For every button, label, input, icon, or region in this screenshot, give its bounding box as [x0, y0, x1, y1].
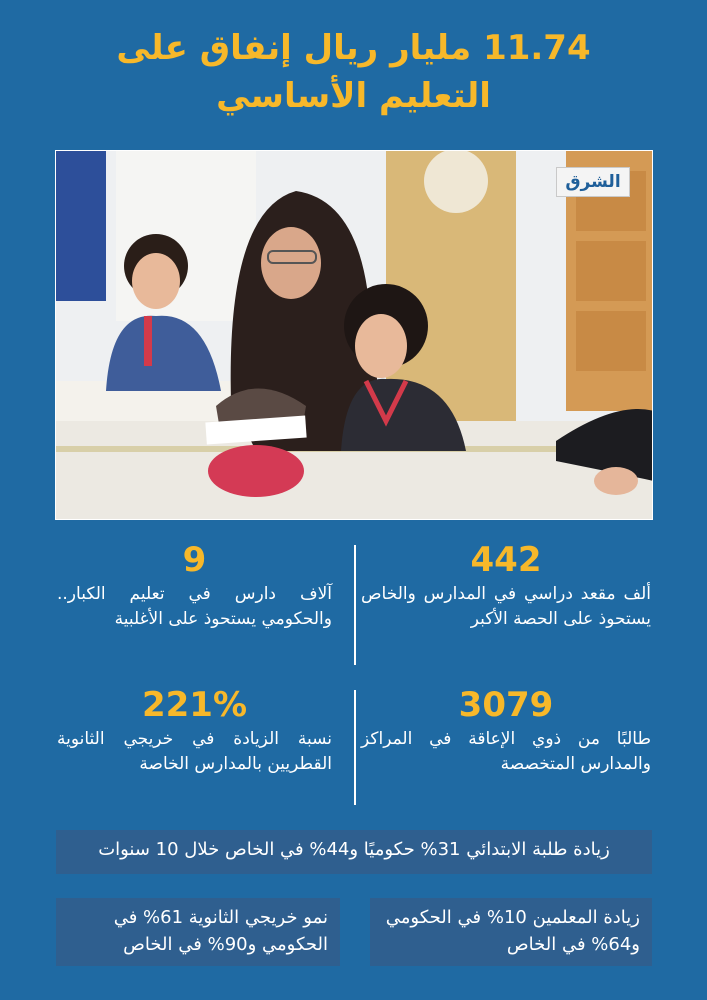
stat-seats-text: ألف مقعد دراسي في المدارس والخاص يستحوذ على الحصة الأكبر — [361, 584, 651, 629]
graduates-text: نمو خريجي الثانوية 61% في الحكومي و90% في الخاص — [113, 907, 328, 955]
stat-disabilities-number: 3079 — [458, 685, 554, 725]
stat-seats-number: 442 — [470, 540, 542, 580]
stat-adult-learners — [57, 540, 332, 632]
graduates-box — [56, 898, 340, 966]
stat-seats — [361, 540, 651, 632]
column-divider-top — [354, 545, 356, 665]
teachers-box — [370, 898, 652, 966]
stat-disabilities-text: طالبًا من ذوي الإعاقة في المراكز والمدارس المتخصصة — [361, 729, 651, 774]
stat-adult-learners-text: آلاف دارس في تعليم الكبار.. والحكومي يستحوذ على الأغلبية — [57, 584, 332, 629]
stat-graduates-increase-number: 221% — [141, 685, 248, 725]
stat-graduates-increase-text: نسبة الزيادة في خريجي الثانوية القطريين بالمدارس الخاصة — [57, 729, 332, 774]
classroom-illustration — [56, 151, 653, 520]
page-title — [0, 24, 707, 120]
column-divider-bottom — [354, 690, 356, 805]
channel-logo-text: الشرق — [565, 172, 621, 192]
stat-disabilities — [361, 685, 651, 777]
title-line-2: التعليم الأساسي — [216, 76, 491, 116]
stat-graduates-increase — [57, 685, 332, 777]
teachers-text: زيادة المعلمين 10% في الحكومي و64% في الخاص — [385, 907, 640, 955]
stat-adult-learners-number: 9 — [182, 540, 207, 580]
primary-students-text: زيادة طلبة الابتدائي 31% حكوميًا و44% في الخاص خلال 10 سنوات — [98, 839, 610, 860]
channel-logo — [556, 167, 630, 197]
title-line-1: 11.74 مليار ريال إنفاق على — [116, 28, 591, 68]
classroom-photo — [55, 150, 653, 520]
primary-students-box — [56, 830, 652, 874]
